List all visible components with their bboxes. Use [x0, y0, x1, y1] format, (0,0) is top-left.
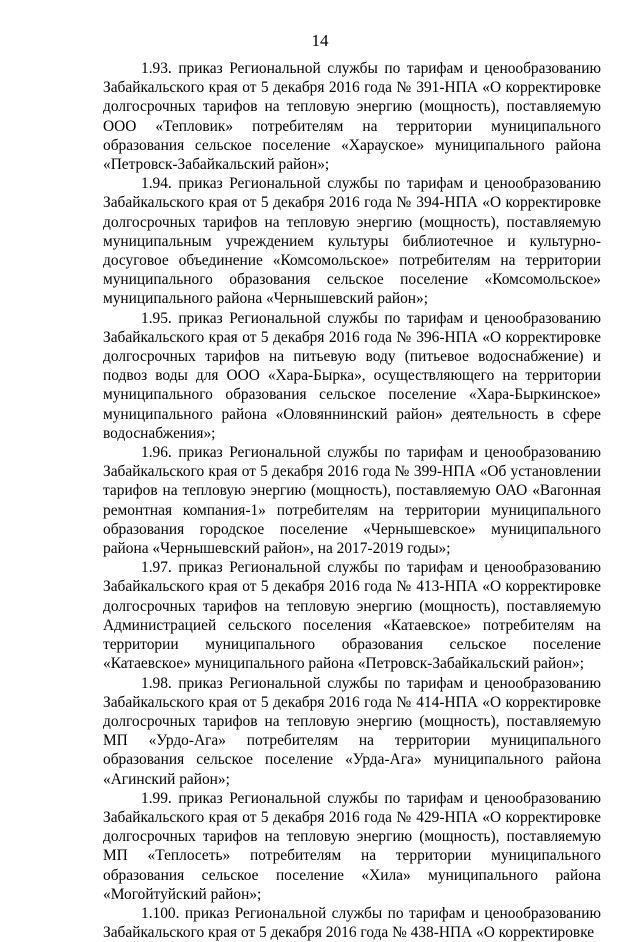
- clause-1-99: 1.99. приказ Региональной службы по тарифам и ценообразованию Забайкальского края от 5 декабря 2016 года № 429-НПА «О корректировке долгосрочных тарифов на тепловую энергию (мощность), поставляемую МП «Теплосеть» потребителям на территории муниципального образования сельское поселение «Хила» муниципального района «Могойтуйский район»;: [103, 789, 601, 903]
- clause-1-94: 1.94. приказ Региональной службы по тарифам и ценообразованию Забайкальского края от 5 декабря 2016 года № 394-НПА «О корректировке долгосрочных тарифов на тепловую энергию (мощность), поставляемую муниципальным учреждением культуры библиотечное и культурно-досуговое объединение «Комсомольское» потребителям на территории муниципального образования сельское поселение «Комсомольское» муниципального района «Чернышевский район»;: [103, 175, 601, 308]
- clause-1-96: 1.96. приказ Региональной службы по тарифам и ценообразованию Забайкальского края от 5 декабря 2016 года № 399-НПА «Об установлении тарифов на тепловую энергию (мощность), поставляемую ОАО «Вагонная ремонтная компания-1» потребителям на территории муниципального образования городское поселение «Чернышевское» муниципального района «Чернышевский район», на 2017-2019 годы»;: [103, 444, 601, 558]
- page-number: 14: [311, 31, 329, 50]
- clause-1-95: 1.95. приказ Региональной службы по тарифам и ценообразованию Забайкальского края от 5 декабря 2016 года № 396-НПА «О корректировке долгосрочных тарифов на питьевую воду (питьевое водоснабжение) и подвоз воды для ООО «Хара-Бырка», осуществляющего на территории муниципального образования сельское поселение «Хара-Быркинское» муниципального района «Оловяннинский район» деятельность в сфере водоснабжения»;: [103, 309, 601, 442]
- clause-1-98: 1.98. приказ Региональной службы по тарифам и ценообразованию Забайкальского края от 5 декабря 2016 года № 414-НПА «О корректировке долгосрочных тарифов на тепловую энергию (мощность), поставляемую МП «Урдо-Ага» потребителям на территории муниципального образования сельское поселение «Урда-Ага» муниципального района «Агинский район»;: [103, 674, 601, 788]
- document-body: [103, 59, 601, 942]
- clause-1-100: 1.100. приказ Региональной службы по тарифам и ценообразованию Забайкальского края от 5 декабря 2016 года № 438-НПА «О корректировке: [103, 904, 601, 942]
- clause-1-93: 1.93. приказ Региональной службы по тарифам и ценообразованию Забайкальского края от 5 декабря 2016 года № 391-НПА «О корректировке долгосрочных тарифов на тепловую энергию (мощность), поставляемую ООО «Тепловик» потребителям на территории муниципального образования сельское поселение «Харауское» муниципального района «Петровск-Забайкальский район»;: [103, 60, 601, 174]
- clause-1-97: 1.97. приказ Региональной службы по тарифам и ценообразованию Забайкальского края от 5 декабря 2016 года № 413-НПА «О корректировке долгосрочных тарифов на тепловую энергию (мощность), поставляемую Администрацией сельского поселения «Катаевское» потребителям на территории муниципального образования сельское поселение «Катаевское» муниципального района «Петровск-Забайкальский район»;: [103, 559, 601, 673]
